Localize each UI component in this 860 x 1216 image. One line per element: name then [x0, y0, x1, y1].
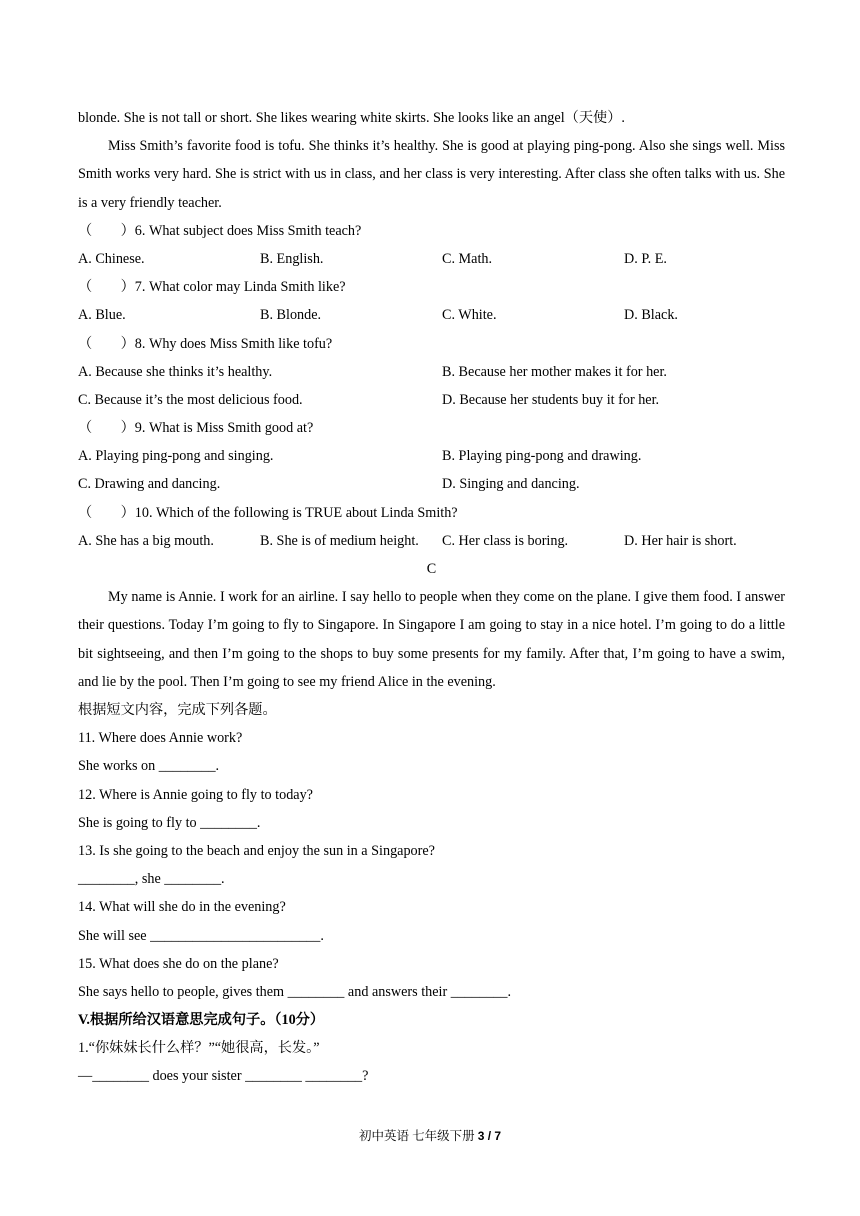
passage-c-text: My name is Annie. I work for an airline. I say hello to people when they come on the plane. I give them food. I answer their questions. Today I’m going to fly to Singapore. In Singapore I am going to stay in a nice hotel. I’m going to do a little bit sightseeing, and then I’m going to the shops to buy some presents for my family. After that, I’m going to have a swim, and lie by the pool. Then I’m going to see my friend Alice in the evening. — [78, 589, 785, 690]
page-number: 3 / 7 — [477, 1129, 502, 1143]
question-6-stem: （ ）6. What subject does Miss Smith teach? — [78, 222, 362, 239]
answer-11: She works on ________. — [78, 758, 220, 775]
question-7-stem: （ ）7. What color may Linda Smith like? — [78, 279, 346, 296]
option-c: C. Math. — [442, 250, 493, 267]
question-8-stem: （ ）8. Why does Miss Smith like tofu? — [78, 335, 333, 352]
option-d: D. Her hair is short. — [624, 532, 737, 549]
passage-b-paragraph: Miss Smith’s favorite food is tofu. She thinks it’s healthy. She is good at playing ping-pong. Also she sings well. Miss Smith works very hard. She is strict with us in class, and her class is very interesting. After class she often talks with us. She is a very friendly teacher. — [78, 138, 785, 211]
section-v-item-1: 1.“你妹妹长什么样？”“她很高，长发。” — [78, 1040, 320, 1057]
option-c: C. Her class is boring. — [442, 532, 569, 549]
question-10-stem: （ ）10. Which of the following is TRUE about Linda Smith? — [78, 504, 458, 521]
option-b: B. Playing ping-pong and drawing. — [442, 448, 642, 465]
option-a: A. Because she thinks it’s healthy. — [78, 363, 273, 380]
question-12: 12. Where is Annie going to fly to today? — [78, 786, 313, 803]
option-a: A. Blue. — [78, 307, 126, 324]
option-b: B. Blonde. — [260, 307, 322, 324]
answer-12: She is going to fly to ________. — [78, 814, 261, 831]
option-d: D. P. E. — [624, 250, 667, 267]
option-b: B. She is of medium height. — [260, 532, 419, 549]
passage-c-label: C — [426, 561, 437, 578]
question-9-stem: （ ）9. What is Miss Smith good at? — [78, 420, 314, 437]
answer-14: She will see ________________________. — [78, 927, 324, 944]
option-c: C. White. — [442, 307, 497, 324]
passage-b-line: blonde. She is not tall or short. She likes wearing white skirts. She looks like an angel（天使）. — [78, 110, 625, 126]
page-footer — [0, 1126, 860, 1144]
section-v-heading: V.根据所给汉语意思完成句子。（10分） — [78, 1012, 325, 1029]
option-c: C. Drawing and dancing. — [78, 476, 221, 493]
question-11: 11. Where does Annie work? — [78, 730, 243, 747]
option-a: A. Chinese. — [78, 250, 145, 267]
document-page — [78, 104, 785, 1091]
question-6-options — [78, 245, 785, 273]
question-8-options-row2 — [78, 386, 785, 414]
option-d: D. Singing and dancing. — [442, 476, 580, 493]
option-a: A. She has a big mouth. — [78, 532, 214, 549]
section-v-item-1-blank: —________ does your sister ________ ________? — [78, 1068, 369, 1085]
option-d: D. Because her students buy it for her. — [442, 391, 660, 408]
question-8-options-row1 — [78, 358, 785, 386]
answer-15: She says hello to people, gives them ________ and answers their ________. — [78, 983, 512, 1000]
answer-13: ________, she ________. — [78, 871, 225, 888]
question-15: 15. What does she do on the plane? — [78, 955, 279, 972]
question-10-options — [78, 527, 785, 555]
option-d: D. Black. — [624, 307, 678, 324]
footer-label: 初中英语 七年级下册 — [358, 1129, 475, 1143]
question-14: 14. What will she do in the evening? — [78, 899, 286, 916]
passage-c-instruction: 根据短文内容，完成下列各题。 — [78, 702, 277, 719]
question-13: 13. Is she going to the beach and enjoy the sun in a Singapore? — [78, 842, 435, 859]
option-b: B. English. — [260, 250, 324, 267]
question-9-options-row2 — [78, 470, 785, 498]
question-7-options — [78, 301, 785, 329]
option-b: B. Because her mother makes it for her. — [442, 363, 667, 380]
option-c: C. Because it’s the most delicious food. — [78, 391, 303, 408]
question-9-options-row1 — [78, 442, 785, 470]
option-a: A. Playing ping-pong and singing. — [78, 448, 274, 465]
